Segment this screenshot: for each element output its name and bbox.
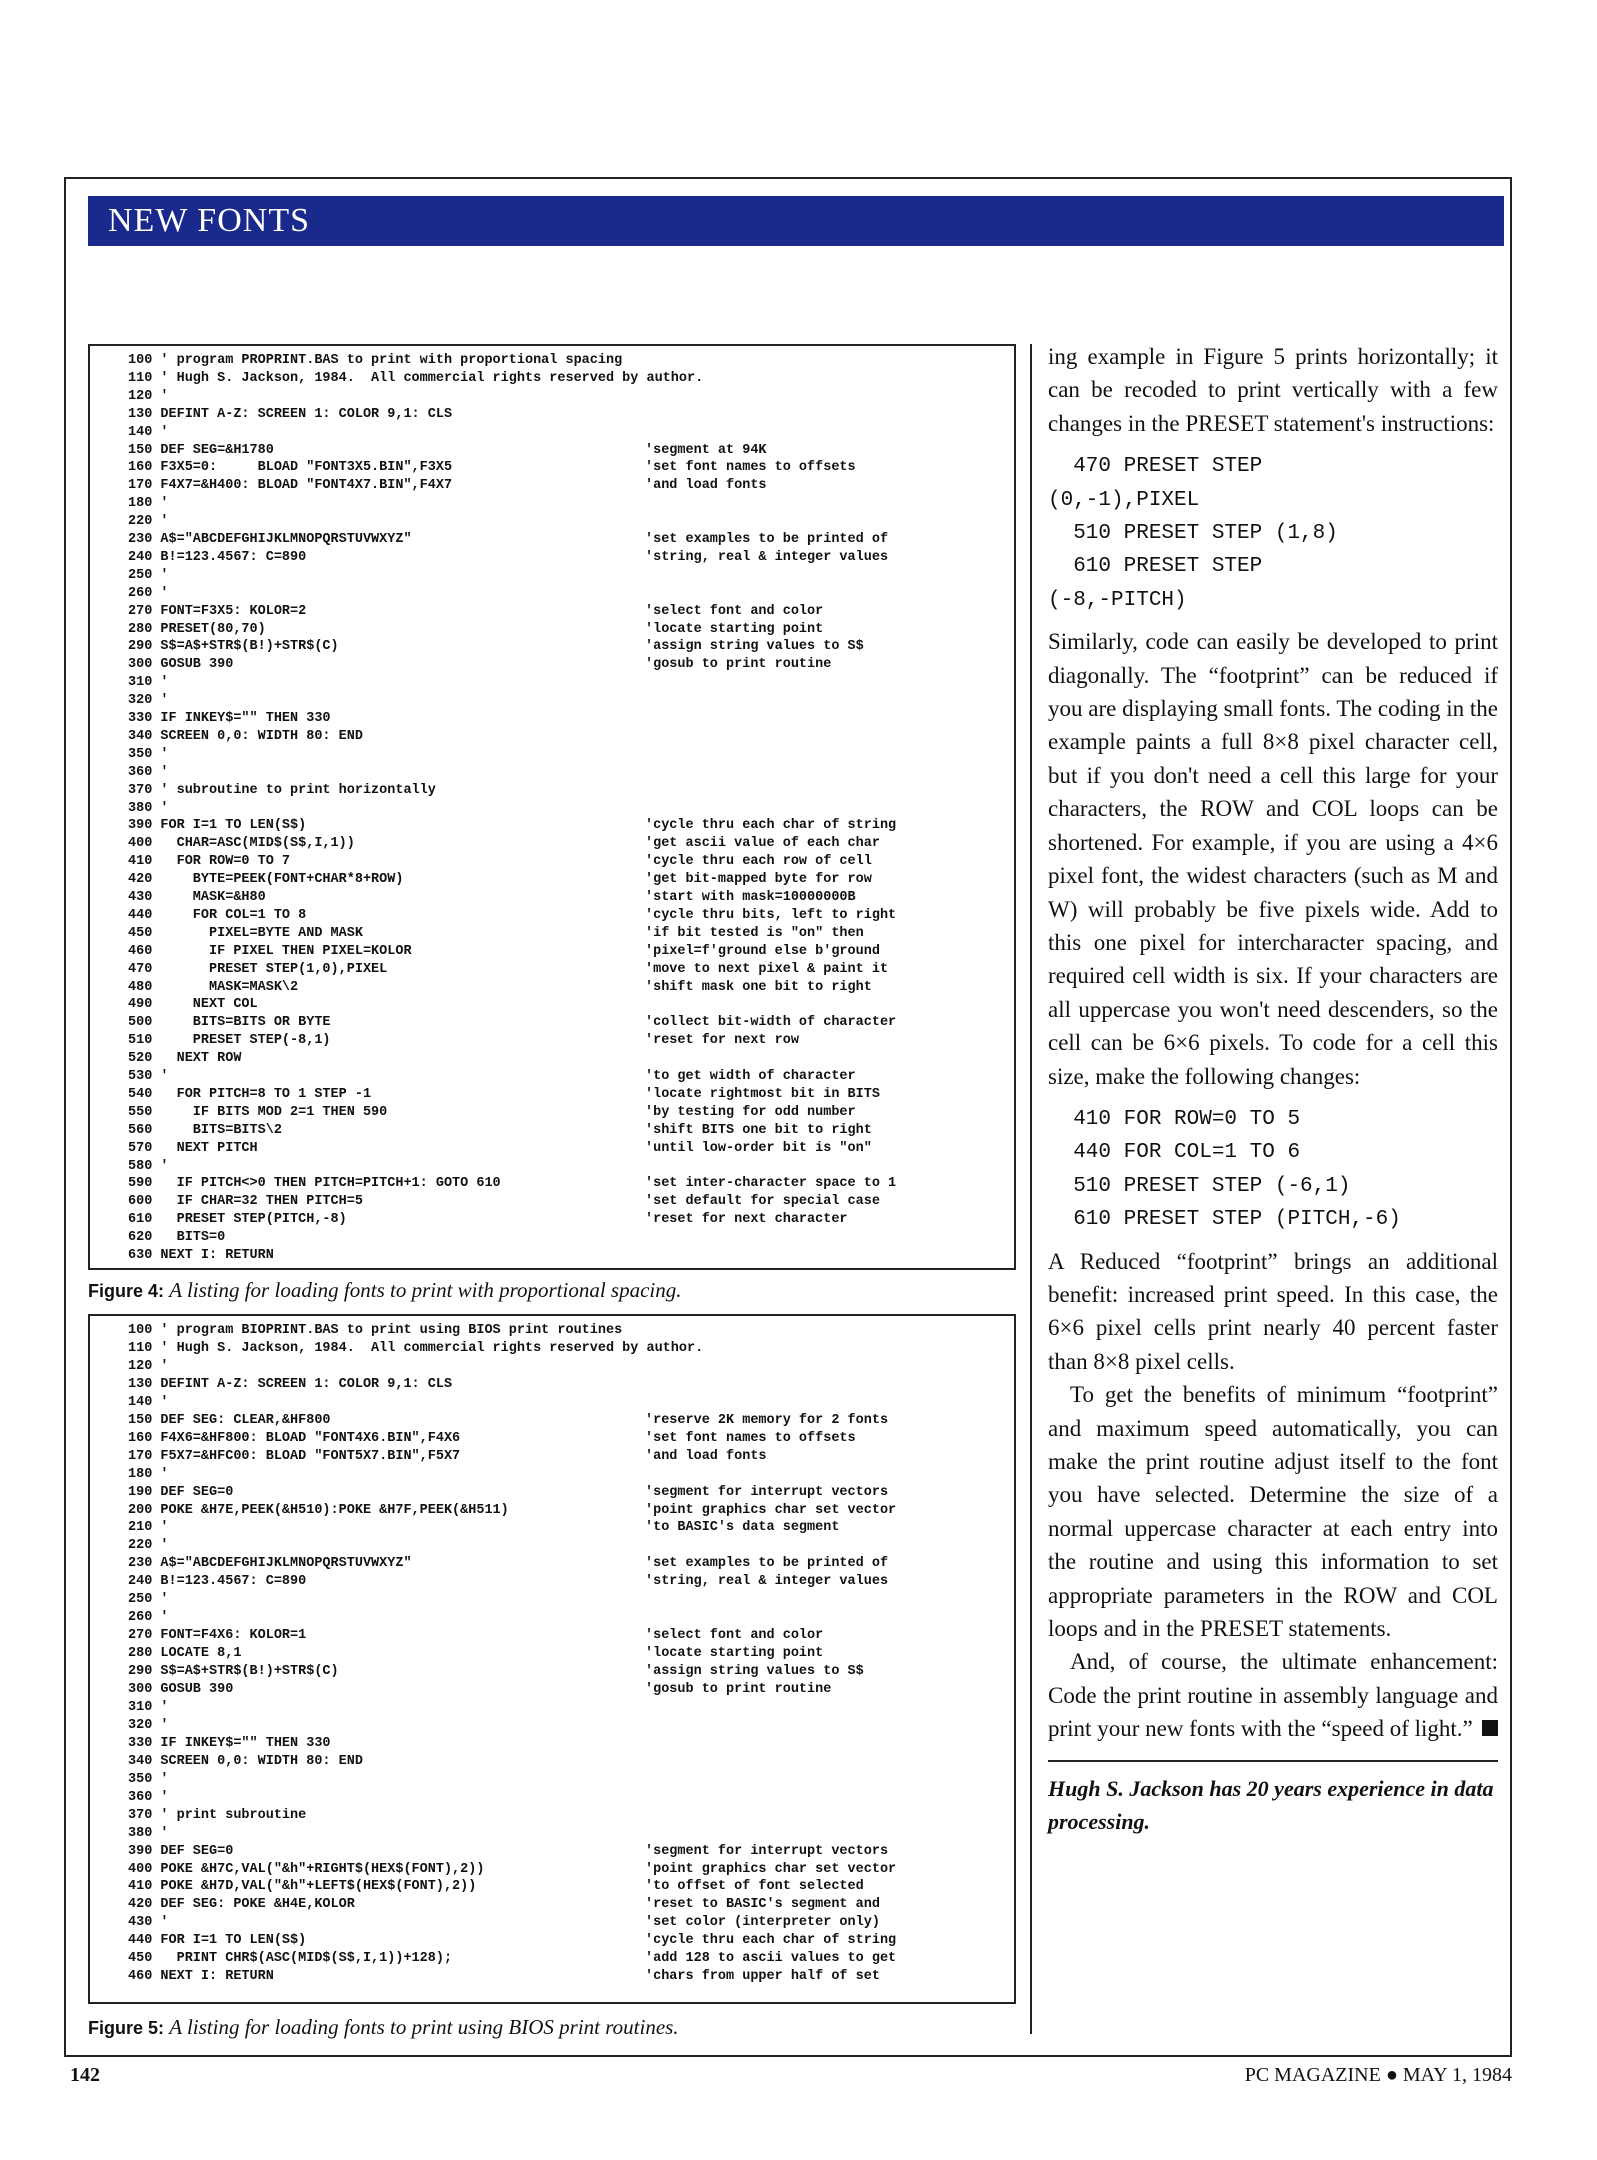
code-comment: 'locate starting point xyxy=(645,1646,824,1662)
code-line: 380 ' xyxy=(128,1825,169,1841)
code-comment: 'cycle thru each row of cell xyxy=(645,854,872,870)
code-line: 270 FONT=F3X5: KOLOR=2 xyxy=(128,603,307,619)
code-line: 220 ' xyxy=(128,514,169,530)
code-line: 250 ' xyxy=(128,567,169,583)
code-comment: 'set color (interpreter only) xyxy=(645,1915,880,1931)
code-comment: 'move to next pixel & paint it xyxy=(645,961,889,977)
code-line: 330 IF INKEY$="" THEN 330 xyxy=(128,711,331,726)
code-line: 320 ' xyxy=(128,1717,169,1733)
code-line: 270 FONT=F4X6: KOLOR=1 xyxy=(128,1628,307,1644)
code-line: 510 PRESET STEP(-8,1) xyxy=(128,1033,331,1049)
article-column xyxy=(1048,340,1498,1838)
code-comment: 'gosub to print routine xyxy=(645,657,832,673)
code-comment: 'select font and color xyxy=(645,603,824,619)
code-line: 340 SCREEN 0,0: WIDTH 80: END xyxy=(128,1753,363,1769)
figure-5-label: Figure 5: xyxy=(88,2018,165,2038)
code-line: 110 ' Hugh S. Jackson, 1984. All commercial rights reserved by author. xyxy=(128,1340,704,1356)
code-line: 410 FOR ROW=0 TO 7 xyxy=(128,854,291,870)
figure-4-caption-text: A listing for loading fonts to print with proportional spacing. xyxy=(169,1278,682,1302)
code-line: 150 DEF SEG: CLEAR,&HF800 xyxy=(128,1412,331,1428)
code-comment: 'set default for special case xyxy=(645,1194,880,1210)
bio-rule xyxy=(1048,1760,1498,1762)
article-paragraph: To get the benefits of minimum “footprint” and maximum speed automatically, you can make the print routine adjust itself to the font you have selected. Determine the size of a normal uppercase character at each entry into the routine and using this information to set appropriate parameters in the ROW and COL loops and in the PRESET statements. xyxy=(1048,1382,1498,1642)
code-line: 390 FOR I=1 TO LEN(S$) xyxy=(128,818,307,834)
code-comment: 'to BASIC's data segment xyxy=(645,1520,840,1536)
code-snippet: 410 FOR ROW=0 TO 5 440 FOR COL=1 TO 6 510 PRESET STEP (-6,1) 610 PRESET STEP (PITCH,-6) xyxy=(1073,1107,1401,1232)
code-line: 350 ' xyxy=(128,1771,169,1787)
code-line: 210 ' xyxy=(128,1520,169,1536)
code-comment: 'start with mask=10000000B xyxy=(645,890,856,905)
code-comment: 'if bit tested is "on" then xyxy=(645,925,864,941)
code-line: 620 BITS=0 xyxy=(128,1230,226,1246)
code-comment: 'reset to BASIC's segment and xyxy=(645,1897,880,1913)
code-comment: 'chars from upper half of set xyxy=(645,1969,880,1985)
article-paragraph: ing example in Figure 5 prints horizontally; it can be recoded to print vertically with a few changes in the PRESET statement's instructions: xyxy=(1048,344,1498,436)
code-line: 390 DEF SEG=0 xyxy=(128,1843,234,1859)
code-line: 160 F3X5=0: BLOAD "FONT3X5.BIN",F3X5 xyxy=(128,460,453,476)
code-line: 260 ' xyxy=(128,585,169,601)
code-comment: 'shift mask one bit to right xyxy=(645,979,872,995)
figure-4-caption xyxy=(88,1278,682,1303)
code-comment: 'reset for next row xyxy=(645,1033,799,1049)
code-line: 480 MASK=MASK\2 xyxy=(128,979,299,995)
code-line: 630 NEXT I: RETURN xyxy=(128,1248,274,1263)
code-comment: 'set font names to offsets xyxy=(645,1430,856,1446)
code-line: 250 ' xyxy=(128,1592,169,1608)
code-line: 140 ' xyxy=(128,1394,169,1410)
magazine-footer: PC MAGAZINE ● MAY 1, 1984 xyxy=(1244,2064,1512,2086)
code-line: 460 IF PIXEL THEN PIXEL=KOLOR xyxy=(128,943,412,959)
code-line: 130 DEFINT A-Z: SCREEN 1: COLOR 9,1: CLS xyxy=(128,1376,453,1392)
code-line: 170 F4X7=&H400: BLOAD "FONT4X7.BIN",F4X7 xyxy=(128,478,453,494)
code-comment: 'add 128 to ascii values to get xyxy=(645,1951,897,1967)
code-comment: 'segment for interrupt vectors xyxy=(645,1484,889,1500)
code-line: 460 NEXT I: RETURN xyxy=(128,1969,274,1985)
code-comment: 'point graphics char set vector xyxy=(645,1502,897,1518)
code-comment: 'cycle thru bits, left to right xyxy=(645,907,897,923)
code-comment: 'string, real & integer values xyxy=(645,549,889,565)
code-line: 560 BITS=BITS\2 xyxy=(128,1122,282,1138)
author-bio: Hugh S. Jackson has 20 years experience in data processing. xyxy=(1048,1775,1494,1834)
page-number: 142 xyxy=(70,2064,100,2086)
code-line: 380 ' xyxy=(128,800,169,816)
code-line: 570 NEXT PITCH xyxy=(128,1140,258,1156)
code-line: 310 ' xyxy=(128,1699,169,1715)
code-comment: 'string, real & integer values xyxy=(645,1574,889,1590)
code-line: 540 FOR PITCH=8 TO 1 STEP -1 xyxy=(128,1086,372,1102)
code-comment: 'pixel=f'ground else b'ground xyxy=(645,943,880,959)
code-comment: 'set inter-character space to 1 xyxy=(645,1176,897,1192)
code-comment: 'assign string values to S$ xyxy=(645,1664,864,1680)
code-line: 200 POKE &H7E,PEEK(&H510):POKE &H7F,PEEK(&H511) xyxy=(128,1502,509,1518)
code-line: 370 ' print subroutine xyxy=(128,1807,307,1823)
code-comment: 'to offset of font selected xyxy=(645,1879,864,1895)
code-comment: 'assign string values to S$ xyxy=(645,639,864,655)
code-line: 360 ' xyxy=(128,764,169,780)
code-comment: 'set examples to be printed of xyxy=(645,532,889,547)
code-line: 470 PRESET STEP(1,0),PIXEL xyxy=(128,961,388,977)
code-line: 160 F4X6=&HF800: BLOAD "FONT4X6.BIN",F4X6 xyxy=(128,1430,461,1446)
code-line: 520 NEXT ROW xyxy=(128,1051,242,1067)
code-line: 220 ' xyxy=(128,1538,169,1554)
code-line: 100 ' program PROPRINT.BAS to print with proportional spacing xyxy=(128,353,623,368)
code-comment: 'select font and color xyxy=(645,1628,824,1644)
code-line: 180 ' xyxy=(128,496,169,512)
code-line: 450 PIXEL=BYTE AND MASK xyxy=(128,925,363,941)
code-line: 320 ' xyxy=(128,693,169,709)
figure-4-listing xyxy=(88,344,1016,1270)
code-line: 310 ' xyxy=(128,675,169,691)
code-comment: 'set examples to be printed of xyxy=(645,1556,889,1572)
code-comment: 'reset for next character xyxy=(645,1212,848,1228)
code-comment: 'and load fonts xyxy=(645,1448,767,1464)
code-line: 360 ' xyxy=(128,1789,169,1805)
code-line: 440 FOR COL=1 TO 8 xyxy=(128,907,307,923)
code-comment: 'and load fonts xyxy=(645,478,767,494)
figure-4-label: Figure 4: xyxy=(88,1281,165,1301)
code-line: 100 ' program BIOPRINT.BAS to print using BIOS print routines xyxy=(128,1323,623,1338)
code-line: 170 F5X7=&HFC00: BLOAD "FONT5X7.BIN",F5X7 xyxy=(128,1448,461,1464)
figure-5-listing xyxy=(88,1314,1016,2004)
code-line: 450 PRINT CHR$(ASC(MID$(S$,I,1))+128); xyxy=(128,1951,453,1967)
code-line: 290 S$=A$+STR$(B!)+STR$(C) xyxy=(128,639,339,655)
code-line: 370 ' subroutine to print horizontally xyxy=(128,782,436,798)
code-comment: 'locate starting point xyxy=(645,621,824,637)
end-mark-icon xyxy=(1482,1720,1498,1736)
code-line: 610 PRESET STEP(PITCH,-8) xyxy=(128,1212,347,1228)
code-line: 400 CHAR=ASC(MID$(S$,I,1)) xyxy=(128,836,355,852)
code-comment: 'segment for interrupt vectors xyxy=(645,1843,889,1859)
column-separator xyxy=(1030,344,1032,2034)
code-line: 330 IF INKEY$="" THEN 330 xyxy=(128,1735,331,1751)
code-comment: 'locate rightmost bit in BITS xyxy=(645,1086,880,1102)
code-line: 590 IF PITCH<>0 THEN PITCH=PITCH+1: GOTO 610 xyxy=(128,1176,501,1192)
code-line: 600 IF CHAR=32 THEN PITCH=5 xyxy=(128,1194,363,1210)
code-line: 430 ' xyxy=(128,1915,169,1931)
code-line: 420 BYTE=PEEK(FONT+CHAR*8+ROW) xyxy=(128,872,404,888)
code-line: 230 A$="ABCDEFGHIJKLMNOPQRSTUVWXYZ" xyxy=(128,1556,412,1572)
code-line: 410 POKE &H7D,VAL("&h"+LEFT$(HEX$(FONT),2)) xyxy=(128,1879,477,1895)
code-comment: 'reserve 2K memory for 2 fonts xyxy=(645,1412,889,1428)
article-paragraph: Similarly, code can easily be developed to print diagonally. The “footprint” can be reduced if you are displaying small fonts. The coding in the example paints a full 8×8 pixel character cell, but if you don't need a cell this large for your characters, the ROW and COL loops can be shortened. For example, if you are using a 4×6 pixel font, the widest characters (such as M and W) will probably be five pixels wide. Add to this one pixel for intercharacter spacing, and required cell width is six. If your characters are all uppercase you won't need descenders, so the cell can be 6×6 pixels. To code for a cell this size, make the following changes: xyxy=(1048,629,1498,1089)
code-comment: 'segment at 94K xyxy=(645,442,767,458)
code-comment: 'gosub to print routine xyxy=(645,1682,832,1697)
code-line: 530 ' xyxy=(128,1069,169,1084)
code-comment: 'cycle thru each char of string xyxy=(645,1933,897,1949)
code-line: 300 GOSUB 390 xyxy=(128,657,234,673)
code-line: 130 DEFINT A-Z: SCREEN 1: COLOR 9,1: CLS xyxy=(128,406,453,422)
code-snippet: 470 PRESET STEP (0,-1),PIXEL 510 PRESET STEP (1,8) 610 PRESET STEP (-8,-PITCH) xyxy=(1048,455,1338,612)
code-comment: 'shift BITS one bit to right xyxy=(645,1122,872,1138)
code-comment: 'point graphics char set vector xyxy=(645,1861,897,1877)
code-line: 230 A$="ABCDEFGHIJKLMNOPQRSTUVWXYZ" xyxy=(128,532,412,547)
code-comment: 'cycle thru each char of string xyxy=(645,818,897,834)
code-line: 420 DEF SEG: POKE &H4E,KOLOR xyxy=(128,1897,355,1913)
code-line: 120 ' xyxy=(128,1358,169,1374)
code-line: 120 ' xyxy=(128,388,169,404)
code-line: 280 LOCATE 8,1 xyxy=(128,1646,242,1662)
section-banner xyxy=(88,196,1504,246)
code-line: 110 ' Hugh S. Jackson, 1984. All commercial rights reserved by author. xyxy=(128,370,704,386)
article-paragraph: A Reduced “footprint” brings an additional benefit: increased print speed. In this case, the 6×6 pixel cells print nearly 40 percent faster than 8×8 pixel cells. xyxy=(1048,1248,1498,1374)
article-closing-text: And, of course, the ultimate enhancement: Code the print routine in assembly language and print your new fonts with the “speed of light.” xyxy=(1048,1649,1498,1742)
figure-5-caption xyxy=(88,2015,679,2040)
article-paragraph xyxy=(1048,1645,1498,1745)
code-line: 300 GOSUB 390 xyxy=(128,1682,234,1697)
code-line: 550 IF BITS MOD 2=1 THEN 590 xyxy=(128,1104,388,1120)
code-comment: 'get ascii value of each char xyxy=(645,836,880,852)
code-line: 340 SCREEN 0,0: WIDTH 80: END xyxy=(128,728,363,744)
code-comment: 'get bit-mapped byte for row xyxy=(645,872,872,888)
code-line: 180 ' xyxy=(128,1466,169,1482)
code-line: 240 B!=123.4567: C=890 xyxy=(128,1574,307,1590)
code-comment: 'until low-order bit is "on" xyxy=(645,1140,872,1156)
code-comment: 'to get width of character xyxy=(645,1069,856,1084)
code-comment: 'set font names to offsets xyxy=(645,460,856,476)
code-line: 290 S$=A$+STR$(B!)+STR$(C) xyxy=(128,1664,339,1680)
code-line: 190 DEF SEG=0 xyxy=(128,1484,234,1500)
section-title: NEW FONTS xyxy=(108,202,310,239)
code-line: 280 PRESET(80,70) xyxy=(128,621,266,637)
code-line: 150 DEF SEG=&H1780 xyxy=(128,442,274,458)
code-comment: 'collect bit-width of character xyxy=(645,1015,897,1031)
figure-5-caption-text: A listing for loading fonts to print using BIOS print routines. xyxy=(169,2015,679,2039)
code-line: 490 NEXT COL xyxy=(128,997,258,1013)
code-line: 440 FOR I=1 TO LEN(S$) xyxy=(128,1933,307,1949)
code-line: 580 ' xyxy=(128,1158,169,1174)
code-line: 350 ' xyxy=(128,746,169,762)
code-line: 400 POKE &H7C,VAL("&h"+RIGHT$(HEX$(FONT),2)) xyxy=(128,1861,485,1877)
code-line: 260 ' xyxy=(128,1610,169,1626)
code-line: 240 B!=123.4567: C=890 xyxy=(128,549,307,565)
code-line: 430 MASK=&H80 xyxy=(128,890,266,905)
code-line: 140 ' xyxy=(128,424,169,440)
code-line: 500 BITS=BITS OR BYTE xyxy=(128,1015,331,1031)
code-comment: 'by testing for odd number xyxy=(645,1104,856,1120)
